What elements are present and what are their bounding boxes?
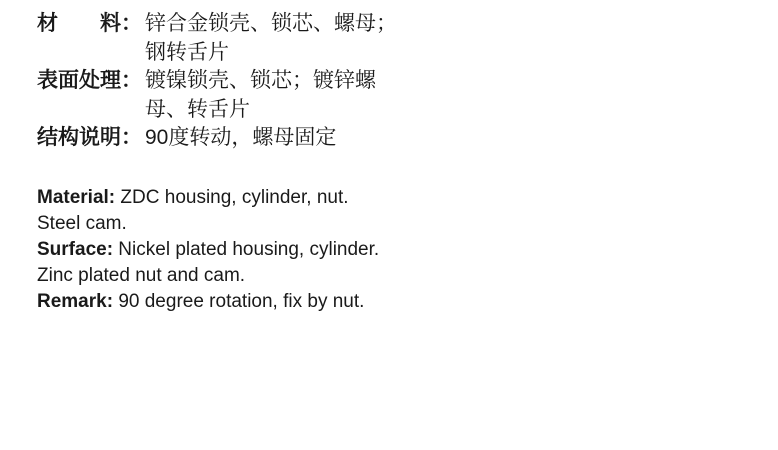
- spec-text: 90 degree rotation, fix by nut.: [113, 291, 365, 312]
- english-spec-block: [37, 185, 379, 315]
- spec-value-surface-cn: [145, 67, 397, 124]
- spec-value-line: 镀镍锁壳、锁芯；镀锌螺: [145, 69, 376, 92]
- spec-text: Zinc plated nut and cam.: [37, 265, 246, 286]
- spec-keyword: Surface:: [37, 239, 114, 260]
- chinese-spec-block: [37, 10, 397, 153]
- spec-label-material-cn: [37, 10, 145, 67]
- spec-row-surface-cn: [37, 67, 397, 124]
- spec-value-line: 90度转动，螺母固定: [145, 126, 337, 149]
- spec-row-structure-cn: [37, 124, 397, 153]
- spec-value-line: 锌合金锁壳、锁芯、螺母；: [145, 12, 397, 35]
- spec-value-line: 钢转舌片: [145, 40, 229, 64]
- spec-label-structure-cn: [37, 124, 145, 153]
- label-text: 材 料: [37, 12, 121, 35]
- spec-keyword: Remark:: [37, 291, 114, 312]
- spec-line-zinc-plated-en: [37, 263, 379, 289]
- label-colon: ：: [121, 126, 142, 149]
- spec-row-material-cn: [37, 10, 397, 67]
- label-text: 表面处理: [37, 69, 121, 92]
- spec-value-structure-cn: [145, 124, 397, 153]
- spec-value-material-cn: [145, 10, 397, 67]
- label-colon: ：: [121, 12, 142, 35]
- spec-value-line: 母、转舌片: [145, 97, 250, 121]
- spec-line-remark-en: [37, 289, 379, 315]
- spec-keyword: Material:: [37, 187, 116, 208]
- label-colon: ：: [121, 69, 142, 92]
- label-text: 结构说明: [37, 126, 121, 149]
- spec-line-surface-en: [37, 237, 379, 263]
- spec-text: Steel cam.: [37, 213, 127, 234]
- spec-label-surface-cn: [37, 67, 145, 124]
- spec-line-steel-cam-en: [37, 211, 379, 237]
- spec-line-material-en: [37, 185, 379, 211]
- spec-text: Nickel plated housing, cylinder.: [113, 239, 380, 260]
- spec-text: ZDC housing, cylinder, nut.: [115, 187, 349, 208]
